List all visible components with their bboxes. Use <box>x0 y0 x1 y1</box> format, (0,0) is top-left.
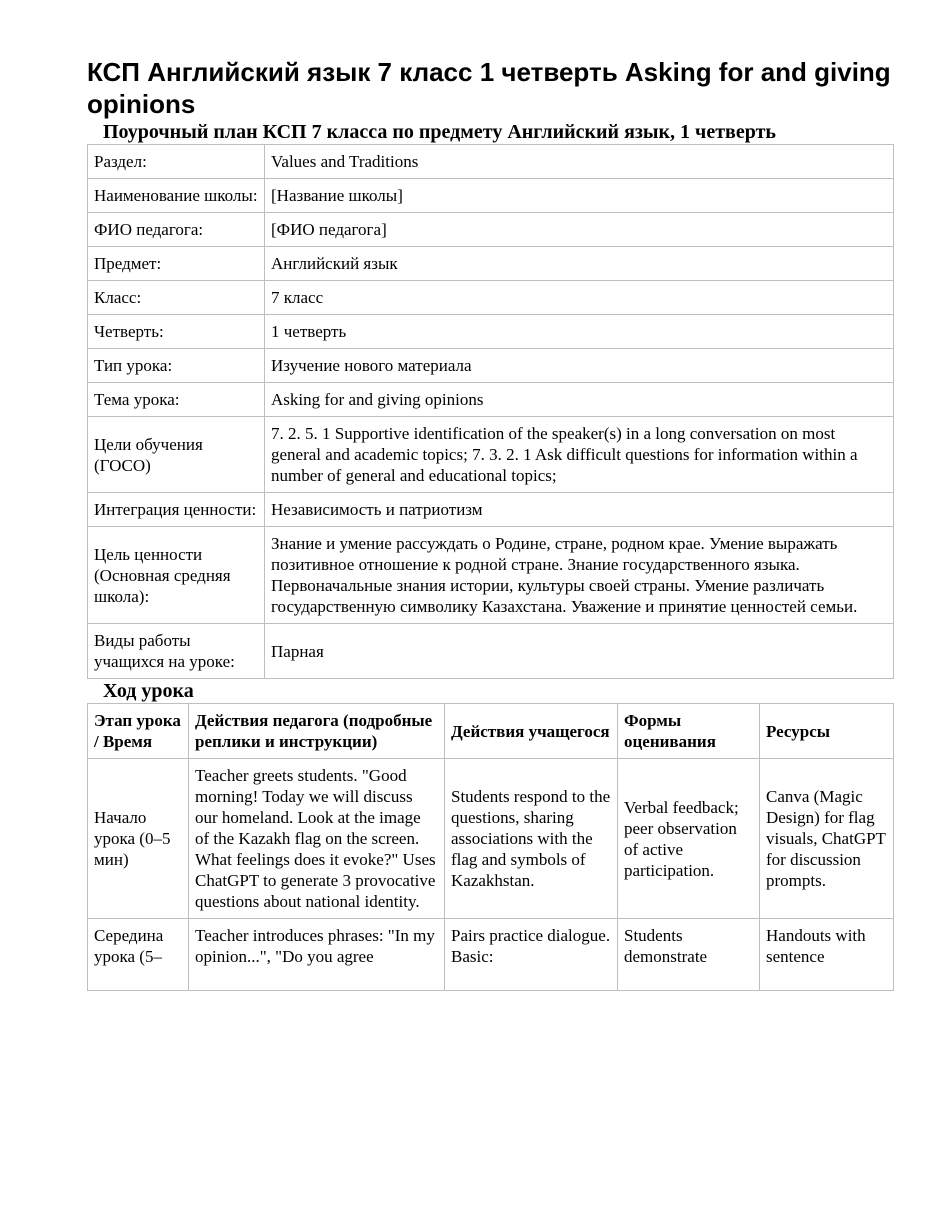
info-row-value-integration <box>88 493 894 527</box>
info-label: ФИО педагога: <box>88 213 265 247</box>
info-label: Цель ценности (Основная средняя школа): <box>88 527 265 624</box>
flow-header-assessment: Формы оценивания <box>618 704 760 759</box>
flow-resources-text: Handouts with sentence <box>766 926 866 966</box>
lesson-info-table <box>87 144 894 679</box>
info-row-grade <box>88 281 894 315</box>
info-row-subject <box>88 247 894 281</box>
info-value: Парная <box>265 624 894 679</box>
info-value: 7 класс <box>265 281 894 315</box>
flow-assessment-text: Students demonstrate <box>624 926 708 966</box>
info-label: Цели обучения (ГОСО) <box>88 417 265 493</box>
flow-teacher-text: Teacher introduces phrases: "In my opinion...", "Do you agree <box>195 926 435 966</box>
plan-heading: Поурочный план КСП 7 класса по предмету Английский язык, 1 четверть <box>103 121 776 143</box>
info-value: 1 четверть <box>265 315 894 349</box>
info-row-school <box>88 179 894 213</box>
flow-teacher-actions <box>189 919 445 991</box>
flow-teacher-actions: Teacher greets students. "Good morning! Today we will discuss our homeland. Look at the image of the Kazakh flag on the screen. What feelings does it evoke?" Uses ChatGPT to generate 3 provocative questions about national identity. <box>189 759 445 919</box>
info-label: Интеграция ценности: <box>88 493 265 527</box>
info-label: Виды работы учащихся на уроке: <box>88 624 265 679</box>
flow-stage: Начало урока (0–5 мин) <box>88 759 189 919</box>
flow-row-middle <box>88 919 894 991</box>
flow-header-stage: Этап урока / Время <box>88 704 189 759</box>
info-value: 7. 2. 5. 1 Supportive identification of the speaker(s) in a long conversation on most general and academic topics; 7. 3. 2. 1 Ask difficult questions for information within a number of general and educational topics; <box>265 417 894 493</box>
info-label: Предмет: <box>88 247 265 281</box>
info-row-teacher <box>88 213 894 247</box>
flow-stage <box>88 919 189 991</box>
info-value: Независимость и патриотизм <box>265 493 894 527</box>
flow-student-text: Pairs practice dialogue. Basic: <box>451 926 611 966</box>
info-row-work-types <box>88 624 894 679</box>
flow-row-start <box>88 759 894 919</box>
info-label: Четверть: <box>88 315 265 349</box>
info-row-section <box>88 145 894 179</box>
info-label: Тема урока: <box>88 383 265 417</box>
info-value: Английский язык <box>265 247 894 281</box>
lesson-flow-table <box>87 703 894 991</box>
flow-resources: Canva (Magic Design) for flag visuals, ChatGPT for discussion prompts. <box>760 759 894 919</box>
info-label: Раздел: <box>88 145 265 179</box>
flow-student-actions: Students respond to the questions, sharing associations with the flag and symbols of Kazakhstan. <box>445 759 618 919</box>
flow-header-row <box>88 704 894 759</box>
flow-header-resources: Ресурсы <box>760 704 894 759</box>
flow-header-teacher: Действия педагога (подробные реплики и инструкции) <box>189 704 445 759</box>
flow-stage-text: Середина урока (5– <box>94 926 164 966</box>
info-value: Values and Traditions <box>265 145 894 179</box>
info-row-lesson-type <box>88 349 894 383</box>
flow-heading: Ход урока <box>103 680 194 702</box>
info-value: Изучение нового материала <box>265 349 894 383</box>
info-value: [ФИО педагога] <box>265 213 894 247</box>
info-row-lesson-topic <box>88 383 894 417</box>
flow-student-actions <box>445 919 618 991</box>
info-value: [Название школы] <box>265 179 894 213</box>
document-title: КСП Английский язык 7 класс 1 четверть Asking for and giving opinions <box>87 57 891 119</box>
flow-header-students: Действия учащегося <box>445 704 618 759</box>
flow-assessment <box>618 919 760 991</box>
info-label: Наименование школы: <box>88 179 265 213</box>
flow-resources <box>760 919 894 991</box>
info-value: Знание и умение рассуждать о Родине, стране, родном крае. Умение выражать позитивное отношение к родной стране. Знание государственного языка. Первоначальные знания истории, культуры своей страны. Умение различать государственную символику Казахстана. Уважение и принятие ценностей семьи. <box>265 527 894 624</box>
info-label: Класс: <box>88 281 265 315</box>
info-row-learning-goals <box>88 417 894 493</box>
info-value: Asking for and giving opinions <box>265 383 894 417</box>
info-row-quarter <box>88 315 894 349</box>
flow-assessment: Verbal feedback; peer observation of active participation. <box>618 759 760 919</box>
info-label: Тип урока: <box>88 349 265 383</box>
document-page <box>87 56 893 991</box>
info-row-value-goal <box>88 527 894 624</box>
